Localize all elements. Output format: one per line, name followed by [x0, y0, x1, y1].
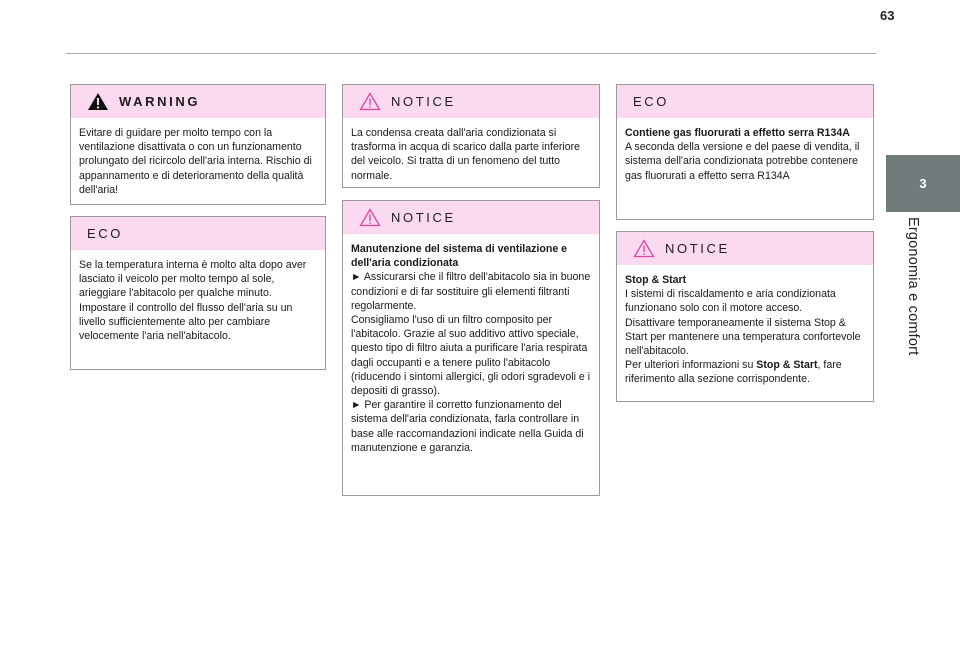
- top-divider: [66, 53, 876, 54]
- notice-triangle-icon: [359, 208, 381, 227]
- notice-header: [617, 232, 873, 265]
- eco-text: Se la temperatura interna è molto alta dopo aver lasciato il veicolo per molto tempo al sole, arieggiare l'abitacolo per qualche minuto.: [79, 259, 307, 300]
- notice-heading: Manutenzione del sistema di ventilazione e dell'aria condizionata: [351, 243, 568, 270]
- notice-title: NOTICE: [391, 94, 456, 109]
- eco-header: [71, 217, 325, 250]
- eco-title: ECO: [633, 94, 669, 109]
- chapter-title: Ergonomia e comfort: [905, 217, 921, 356]
- notice-header: [343, 201, 599, 234]
- notice-triangle-icon: [359, 92, 381, 111]
- eco-box-gas: [616, 84, 874, 220]
- notice-bullet: ► Assicurarsi che il filtro dell'abitacolo sia in buone condizioni e di far sostituire gli elementi filtranti regolarmente.: [351, 271, 591, 312]
- notice-header: [343, 85, 599, 118]
- eco-text-2: Impostare il controllo del flusso dell'aria su un livello sufficientemente alto per cambiare velocemente l'aria nell'abitacolo.: [79, 301, 293, 343]
- eco-header: [617, 85, 873, 118]
- eco-title: ECO: [87, 226, 123, 241]
- notice-text: La condensa creata dall'aria condizionata si trasforma in acqua di scarico dalla parte inferiore del veicolo. Si tratta di un fenomeno del tutto normale.: [351, 127, 581, 182]
- notice-box-maintenance: [342, 200, 600, 496]
- notice-text-2: Disattivare temporaneamente il sistema Stop & Start per mantenere una temperatura confortevole nell'abitacolo.: [625, 316, 861, 358]
- eco-text: A seconda della versione e del paese di vendita, il sistema dell'aria condizionata potrebbe contenere gas fluorurati a effetto serra R134A: [625, 141, 860, 182]
- notice-title: NOTICE: [665, 241, 730, 256]
- stop-start-reference: Stop & Start: [756, 359, 818, 372]
- eco-box-temperature: [70, 216, 326, 370]
- notice-bullet: ► Per garantire il corretto funzionamento del sistema dell'aria condizionata, farla controllare in base alle raccomandazioni indicate nella Guida di manutenzione e garanzia.: [351, 399, 584, 454]
- warning-triangle-icon: [87, 92, 109, 111]
- notice-heading: Stop & Start: [625, 274, 687, 286]
- eco-heading: Contiene gas fluorurati a effetto serra R134A: [625, 127, 850, 139]
- warning-title: WARNING: [119, 94, 201, 109]
- notice-text: Consigliamo l'uso di un filtro composito per l'abitacolo. Grazie al suo additivo attivo speciale, questo tipo di filtro aiuta a purificare l'aria respirata dagli occupanti e a tenere pulito l'abitacolo (riducendo i sintomi allergici, gli odori sgradevoli e i depositi di grasso).: [351, 314, 591, 398]
- chapter-tab[interactable]: 3: [886, 155, 960, 212]
- warning-header: [71, 85, 325, 118]
- warning-text: Evitare di guidare per molto tempo con la ventilazione disattivata o con un funzionamento prolungato del ricircolo dell'aria interna. Rischio di appannamento e di deterioramento della qualità dell'aria!: [79, 127, 312, 196]
- warning-box: [70, 84, 326, 205]
- notice-text-3: Per ulteriori informazioni su Stop & Start, fare riferimento alla sezione corrispondente.: [625, 359, 842, 386]
- notice-text: I sistemi di riscaldamento e aria condizionata funzionano solo con il motore acceso.: [625, 288, 836, 315]
- notice-box-condensation: [342, 84, 600, 188]
- notice-box-stop-start: [616, 231, 874, 402]
- notice-triangle-icon: [633, 239, 655, 258]
- notice-title: NOTICE: [391, 210, 456, 225]
- page-number: 63: [880, 8, 895, 23]
